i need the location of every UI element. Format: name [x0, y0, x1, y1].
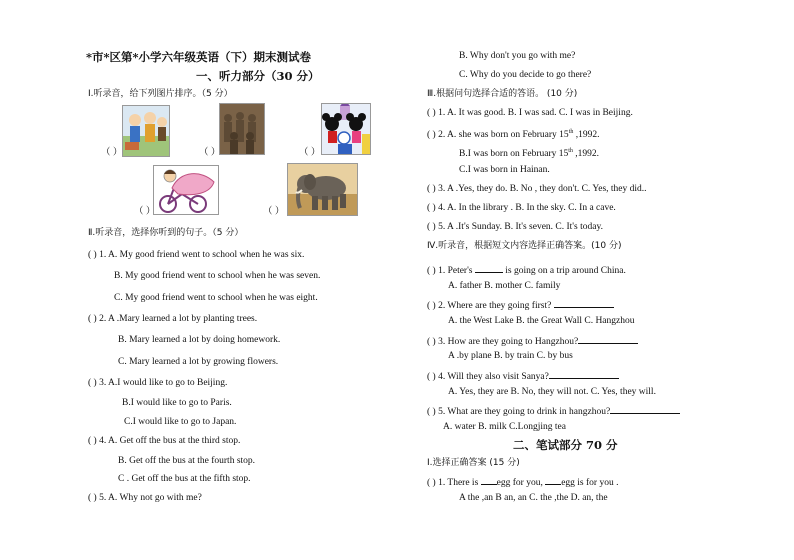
- listen-q5-option-b: B. Why don't you go with me?: [459, 51, 576, 61]
- reply-q1: ( ) 1. A. It was good. B. I was sad. C. I was in Beijing.: [427, 108, 633, 118]
- story-q1-tail: is going on a trip around China.: [502, 266, 626, 276]
- listen-q4-option-c: C . Get off the bus at the fifth stop.: [118, 474, 251, 484]
- written-q1-blank2[interactable]: [545, 474, 561, 485]
- story-q4: [427, 368, 619, 383]
- reply-q2-b-text: B.I was born on February 15: [459, 149, 569, 160]
- exam-title: *市*区第*小学六年级英语（下）期末测试卷: [86, 50, 312, 64]
- story-q1-options: A. father B. mother C. family: [448, 281, 561, 291]
- listen-q1-option-a: ( ) 1. A. My good friend went to school when he was six.: [88, 250, 305, 260]
- listen-q3-option-b: B.I would like to go to Paris.: [122, 398, 232, 408]
- story-q1-text: ( ) 1. Peter's: [427, 266, 473, 276]
- terracotta-drawing: [220, 104, 264, 154]
- story-q5: [427, 403, 680, 418]
- reply-q2-option-b: [459, 145, 599, 160]
- written-q1-text: ( ) 1. There is: [427, 478, 481, 488]
- picture3-answer-bracket[interactable]: （ ）: [299, 148, 321, 158]
- reply-q2-a-tail: ,1992.: [573, 130, 600, 141]
- section4-instruction: Ⅳ.听录音，根据短文内容选择正确答案。(10 分): [427, 241, 622, 251]
- reply-q5: ( ) 5. A .It's Sunday. B. It's seven. C. It's today.: [427, 222, 603, 232]
- story-q3: [427, 333, 638, 348]
- section3-instruction: Ⅲ.根据问句选择合适的答语。 (10 分): [427, 89, 578, 99]
- part1-heading: 一、听力部分（30 分）: [196, 69, 320, 83]
- elephant-drawing: [288, 164, 357, 215]
- listen-q2-option-a: ( ) 2. A .Mary learned a lot by planting trees.: [88, 314, 258, 324]
- listen-q3-option-a: ( ) 3. A.I would like to go to Beijing.: [88, 378, 228, 388]
- picture1-answer-bracket[interactable]: （ ）: [101, 148, 123, 158]
- girl-bike-drawing: [154, 166, 218, 214]
- story-q3-text: ( ) 3. How are they going to Hangzhou?: [427, 337, 579, 347]
- story-q4-options: A. Yes, they are B. No, they will not. C. Yes, they will.: [448, 387, 656, 397]
- listen-q3-option-c: C.I would like to go to Japan.: [124, 417, 237, 427]
- story-q1: [427, 262, 626, 277]
- written-q1: [427, 474, 618, 489]
- disney-characters-picture: [321, 103, 371, 155]
- story-q2-blank[interactable]: [554, 297, 614, 308]
- reply-q2-a-sup: th: [568, 129, 574, 135]
- reply-q2-a-text: ( ) 2. A. she was born on February 15: [427, 130, 569, 141]
- listen-q2-option-b: B. Mary learned a lot by doing homework.: [118, 335, 281, 345]
- reply-q2-b-sup: th: [568, 148, 573, 154]
- listen-q4-option-a: ( ) 4. A. Get off the bus at the third stop.: [88, 436, 241, 446]
- story-q2-options: A. the West Lake B. the Great Wall C. Hangzhou: [448, 316, 635, 326]
- story-q3-blank[interactable]: [578, 333, 638, 344]
- children-drawing: [123, 106, 169, 156]
- listen-q4-option-b: B. Get off the bus at the fourth stop.: [118, 456, 256, 466]
- story-q5-text: ( ) 5. What are they going to drink in hangzhou?: [427, 407, 611, 417]
- reply-q3: ( ) 3. A .Yes, they do. B. No , they don't. C. Yes, they did..: [427, 184, 647, 194]
- story-q2: [427, 297, 614, 312]
- section1-instruction: Ⅰ.听录音，给下列图片排序。（5 分）: [88, 89, 233, 99]
- listen-q1-option-b: B. My good friend went to school when he was seven.: [114, 271, 321, 281]
- terracotta-warriors-picture: [219, 103, 265, 155]
- listen-q1-option-c: C. My good friend went to school when he was eight.: [114, 293, 318, 303]
- reply-q2-option-c: C.I was born in Hainan.: [459, 165, 550, 175]
- section2-instruction: Ⅱ.听录音，选择你听到的句子。（5 分）: [88, 228, 244, 238]
- picture5-answer-bracket[interactable]: （ ）: [263, 207, 285, 217]
- story-q5-blank[interactable]: [610, 403, 680, 414]
- children-picture: [122, 105, 170, 157]
- written-q1-mid: egg for you,: [496, 478, 546, 488]
- reply-q4: ( ) 4. A. In the library . B. In the sky. C. In a cave.: [427, 203, 616, 213]
- written-q1-blank1[interactable]: [481, 474, 497, 485]
- part2-heading: 二、笔试部分 70 分: [513, 438, 618, 452]
- story-q4-text: ( ) 4. Will they also visit Sanya?: [427, 372, 549, 382]
- reply-q2-b-tail: ,1992.: [572, 149, 600, 160]
- written-q1-options: A the ,an B an, an C. the ,the D. an, the: [459, 493, 608, 503]
- story-q1-blank[interactable]: [475, 262, 503, 273]
- listen-q2-option-c: C. Mary learned a lot by growing flowers.: [118, 357, 279, 367]
- disney-drawing: [322, 104, 370, 154]
- listen-q5-option-c: C. Why do you decide to go there?: [459, 70, 592, 80]
- girl-on-bike-picture: [153, 165, 219, 215]
- elephant-picture: [287, 163, 358, 216]
- written-instruction: Ⅰ.选择正确答案 (15 分): [427, 458, 520, 468]
- story-q3-options: A .by plane B. by train C. by bus: [448, 351, 573, 361]
- written-q1-tail: egg is for you .: [561, 478, 619, 488]
- picture2-answer-bracket[interactable]: （ ）: [199, 148, 221, 158]
- story-q2-text: ( ) 2. Where are they going first?: [427, 301, 552, 311]
- picture4-answer-bracket[interactable]: （ ）: [134, 207, 156, 217]
- reply-q2-option-a: [427, 126, 599, 141]
- listen-q5-option-a: ( ) 5. A. Why not go with me?: [88, 493, 202, 503]
- story-q5-options: A. water B. milk C.Longjing tea: [443, 422, 566, 432]
- story-q4-blank[interactable]: [549, 368, 619, 379]
